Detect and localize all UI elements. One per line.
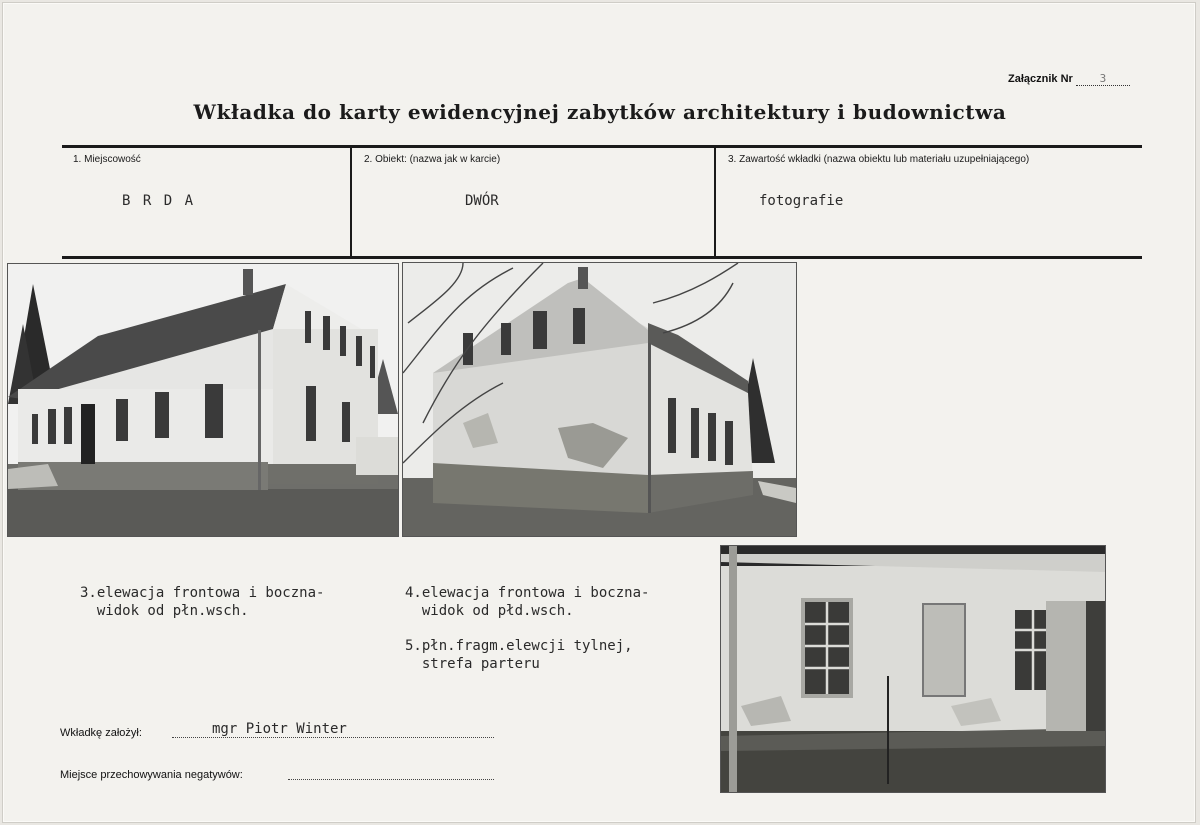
photo-manor-southeast xyxy=(402,262,797,537)
field-divider-2 xyxy=(714,148,716,256)
field-locality-label: 1. Miejscowość xyxy=(73,154,141,165)
caption-photo-3-line2: widok od płn.wsch. xyxy=(80,603,249,619)
caption-photo-4 xyxy=(405,584,649,620)
annex-label: Załącznik Nr xyxy=(1008,73,1073,85)
storage-dotline xyxy=(288,779,494,780)
annex-number-value: 3 xyxy=(1076,72,1130,86)
page-title: Wkładka do karty ewidencyjnej zabytków architektury i budownictwa xyxy=(193,100,1007,124)
caption-photo-4-line2: widok od płd.wsch. xyxy=(405,603,574,619)
caption-photo-4-line1: 4.elewacja frontowa i boczna- xyxy=(405,585,650,601)
author-label: Wkładkę założył: xyxy=(60,727,142,739)
field-object-label: 2. Obiekt: (nazwa jak w karcie) xyxy=(364,154,501,165)
storage-label: Miejsce przechowywania negatywów: xyxy=(60,769,243,781)
annex-number xyxy=(1008,72,1130,86)
field-object-value: DWÓR xyxy=(465,193,499,209)
caption-photo-5-line1: 5.płn.fragm.elewcji tylnej, xyxy=(405,638,633,654)
photo-rear-elevation-fragment xyxy=(720,545,1106,793)
caption-photo-3-line1: 3.elewacja frontowa i boczna- xyxy=(80,585,325,601)
photo-manor-northeast xyxy=(7,263,399,537)
header-rule-bottom xyxy=(62,256,1142,259)
field-content-value: fotografie xyxy=(759,193,844,209)
caption-photo-5-line2: strefa parteru xyxy=(405,656,540,672)
header-rule-top xyxy=(62,145,1142,148)
caption-photo-3 xyxy=(80,584,324,620)
field-content-label: 3. Zawartość wkładki (nazwa obiektu lub materiału uzupełniającego) xyxy=(728,154,1030,165)
author-value: mgr Piotr Winter xyxy=(212,721,347,737)
field-locality-value: B R D A xyxy=(122,193,196,209)
caption-photo-5 xyxy=(405,637,633,673)
author-dotline xyxy=(172,737,494,738)
field-divider-1 xyxy=(350,148,352,256)
